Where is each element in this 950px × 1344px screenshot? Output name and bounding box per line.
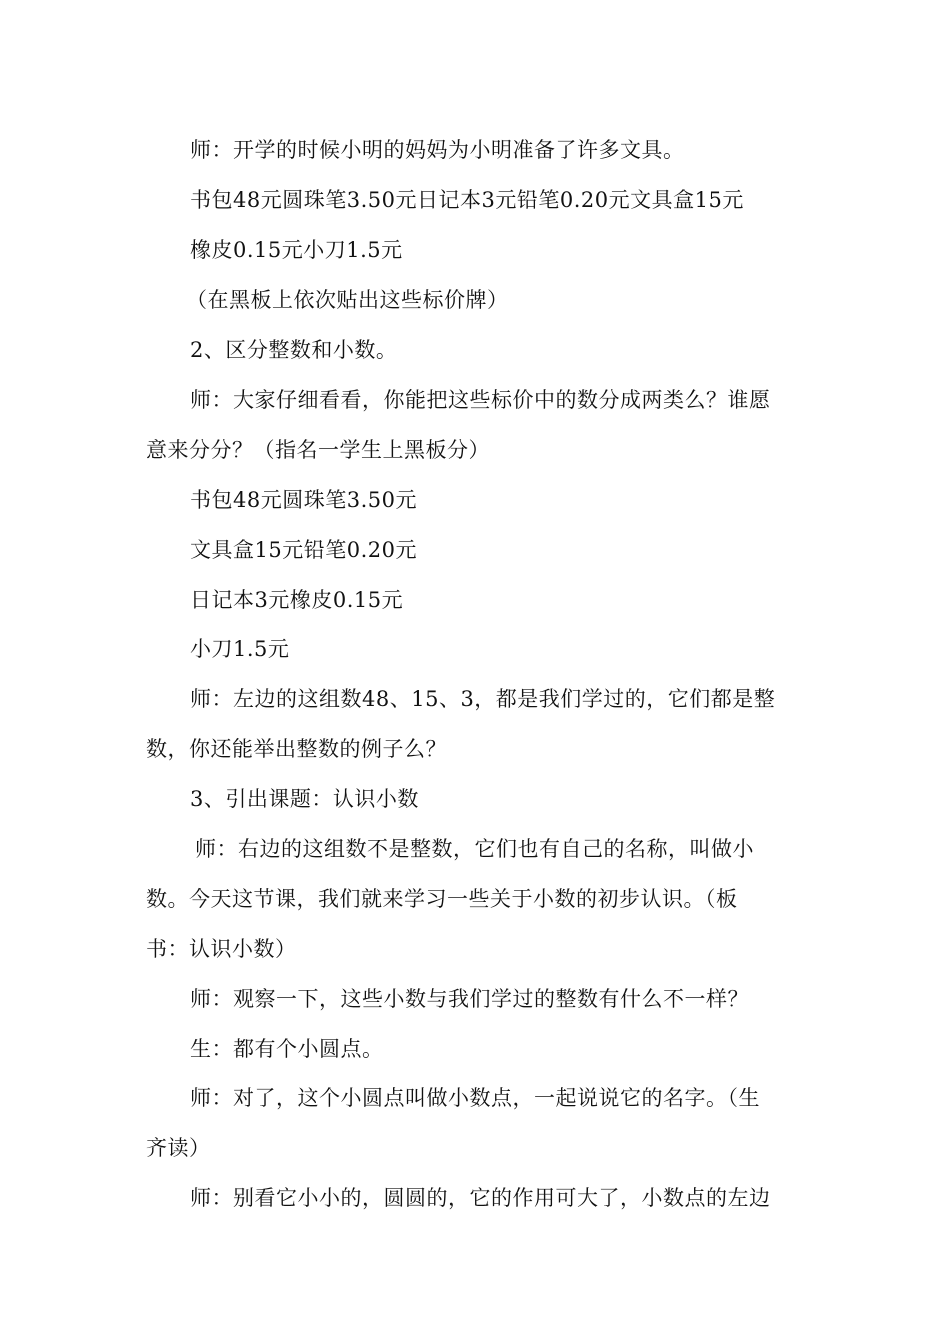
text-line-16: 数。今天这节课，我们就来学习一些关于小数的初步认识。（板 [146, 887, 738, 911]
text-line-15: 师：右边的这组数不是整数，它们也有自己的名称，叫做小 [195, 837, 754, 861]
text-line-21: 齐读） [146, 1136, 211, 1160]
text-line-13: 数，你还能举出整数的例子么？ [146, 737, 447, 761]
text-line-17: 书：认识小数） [146, 937, 297, 961]
section-heading-3: 3、引出课题：认识小数 [190, 787, 419, 811]
section-heading-2: 2、区分整数和小数。 [190, 338, 398, 362]
text-line-7: 意来分分？（指名一学生上黑板分） [146, 438, 490, 462]
text-line-12: 师：左边的这组数48、15、3，都是我们学过的，它们都是整 [190, 687, 776, 711]
text-line-11: 小刀1.5元 [190, 637, 290, 661]
text-line-6: 师：大家仔细看看，你能把这些标价中的数分成两类么？谁愿 [190, 388, 771, 412]
text-line-19: 生：都有个小圆点。 [190, 1037, 384, 1061]
text-line-4: （在黑板上依次贴出这些标价牌） [186, 288, 509, 312]
text-line-8: 书包48元圆珠笔3.50元 [190, 488, 417, 512]
text-line-22: 师：别看它小小的，圆圆的，它的作用可大了，小数点的左边 [190, 1186, 771, 1210]
text-line-3: 橡皮0.15元小刀1.5元 [190, 238, 403, 262]
text-line-10: 日记本3元橡皮0.15元 [190, 588, 404, 612]
text-line-18: 师：观察一下，这些小数与我们学过的整数有什么不一样？ [190, 987, 749, 1011]
text-line-20: 师：对了，这个小圆点叫做小数点，一起说说它的名字。（生 [190, 1086, 760, 1110]
text-line-9: 文具盒15元铅笔0.20元 [190, 538, 417, 562]
text-line-1: 师：开学的时候小明的妈妈为小明准备了许多文具。 [190, 138, 685, 162]
text-line-2: 书包48元圆珠笔3.50元日记本3元铅笔0.20元文具盒15元 [190, 188, 744, 212]
